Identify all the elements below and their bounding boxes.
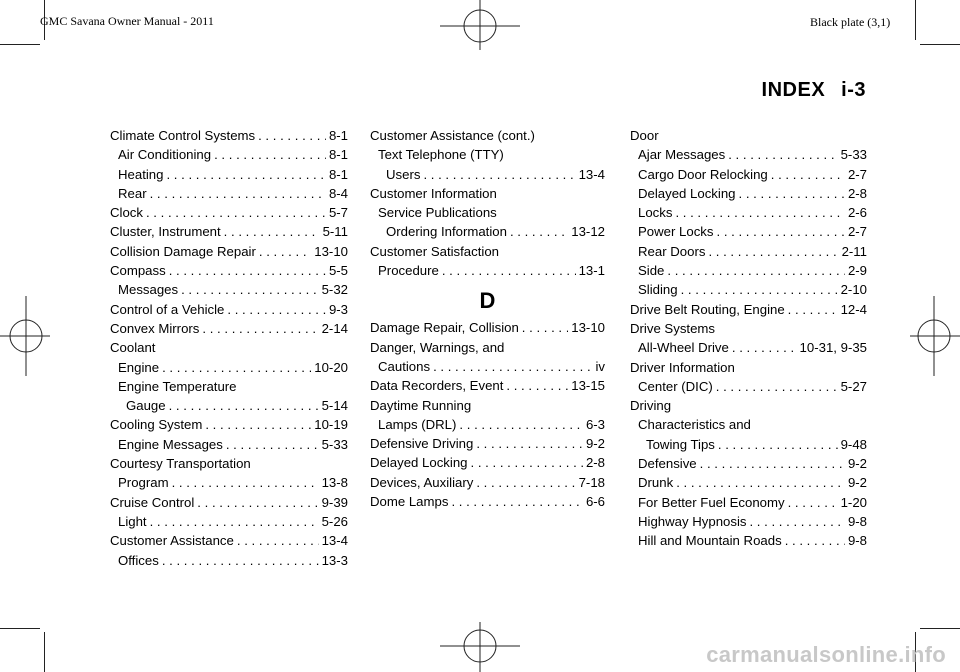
index-entry-label: Sliding [638, 282, 678, 298]
index-entry [110, 165, 348, 184]
index-entry-label: Highway Hypnosis [638, 513, 747, 529]
index-entry [370, 318, 605, 337]
index-entry-label: Users [386, 166, 421, 182]
index-entry-page: 5-11 [322, 224, 348, 240]
index-entry [630, 493, 867, 512]
index-subheading: Danger, Warnings, and [370, 339, 505, 355]
index-entry-label: Offices [118, 552, 159, 568]
dot-leader [166, 165, 325, 184]
index-entry [110, 145, 348, 164]
index-entry [370, 261, 605, 280]
index-entry-page: 2-7 [847, 166, 867, 182]
index-entry-label: Collision Damage Repair [110, 243, 256, 259]
index-entry-label: Towing Tips [646, 436, 715, 452]
index-entry [630, 338, 867, 357]
index-entry-label: Messages [118, 282, 179, 298]
dot-leader [676, 473, 845, 492]
dot-leader [172, 473, 319, 492]
dot-leader [471, 453, 583, 472]
dot-leader [675, 203, 844, 222]
index-entry-page: 2-7 [847, 224, 867, 240]
index-entry-label: Ordering Information [386, 224, 507, 240]
index-entry-label: Side [638, 263, 665, 279]
index-entry-page: 12-4 [840, 301, 867, 317]
plate-header: Black plate (3,1) [810, 15, 891, 29]
registration-mark-top [440, 0, 520, 50]
index-entry-label: Defensive Driving [370, 436, 474, 452]
dot-leader [433, 357, 592, 376]
index-entry-page: 8-1 [328, 128, 348, 143]
dot-leader [202, 319, 318, 338]
index-letter-heading: D [479, 288, 496, 314]
dot-leader [146, 203, 326, 222]
index-entry-label: Cooling System [110, 417, 203, 433]
index-entry-page: 10-19 [314, 417, 348, 433]
dot-leader [442, 261, 576, 280]
index-entry [370, 357, 605, 376]
registration-mark-bottom [440, 622, 520, 672]
index-subheading: Engine Temperature [118, 378, 237, 394]
index-entry-page: 2-6 [847, 205, 867, 221]
index-entry [110, 531, 348, 550]
dot-leader [716, 377, 838, 396]
index-entry-page: 9-8 [847, 533, 867, 549]
page-title-word: INDEX [761, 79, 826, 101]
index-entry [370, 376, 605, 395]
index-entry [630, 165, 867, 184]
index-entry-page: 5-7 [328, 205, 348, 221]
dot-leader [181, 280, 318, 299]
index-entry [630, 184, 867, 203]
dot-leader [169, 396, 319, 415]
index-subheading: Drive Systems [630, 320, 715, 336]
manual-title-header: GMC Savana Owner Manual - 2011 [40, 14, 214, 28]
index-entry [630, 512, 867, 531]
index-entry-page: 13-10 [571, 320, 605, 336]
index-entry-label: Center (DIC) [638, 378, 713, 394]
index-entry-label: Procedure [378, 263, 439, 279]
index-entry [110, 242, 348, 261]
index-subheading: Door [630, 128, 659, 143]
dot-leader [205, 415, 311, 434]
index-entry-page: 2-9 [847, 263, 867, 279]
index-column-1 [110, 126, 348, 570]
index-entry-label: Data Recorders, Event [370, 378, 504, 394]
dot-leader [162, 551, 319, 570]
index-entry-label: Locks [638, 205, 673, 221]
index-entry [370, 492, 605, 511]
index-entry-label: For Better Fuel Economy [638, 494, 785, 510]
index-entry [370, 453, 605, 472]
index-entry-label: Engine [118, 359, 160, 375]
index-entry-label: Delayed Locking [370, 455, 468, 471]
dot-leader [708, 242, 838, 261]
dot-leader [717, 222, 845, 241]
index-entry [110, 300, 348, 319]
index-entry-page: 5-26 [321, 513, 348, 529]
dot-leader [224, 222, 320, 241]
index-entry [370, 222, 605, 241]
dot-leader [162, 358, 311, 377]
dot-leader [739, 184, 845, 203]
index-entry [110, 435, 348, 454]
index-entry [630, 261, 867, 280]
index-entry [110, 493, 348, 512]
index-entry-page: 9-39 [321, 494, 348, 510]
index-entry [630, 473, 867, 492]
index-entry-page: 10-31, 9-35 [799, 340, 867, 356]
index-entry [630, 280, 867, 299]
index-entry-label: Cautions [378, 358, 431, 374]
index-entry-page: 5-33 [840, 147, 867, 163]
dot-leader [237, 531, 319, 550]
index-entry-label: Convex Mirrors [110, 320, 200, 336]
index-entry-page: iv [595, 358, 605, 374]
index-entry-page: 2-10 [840, 282, 867, 298]
index-entry [630, 377, 867, 396]
dot-leader [700, 454, 845, 473]
index-entry [110, 396, 348, 415]
dot-leader [214, 145, 326, 164]
dot-leader [476, 434, 583, 453]
registration-mark-right [910, 296, 960, 376]
dot-leader [451, 492, 583, 511]
dot-leader [749, 512, 844, 531]
index-entry [370, 434, 605, 453]
dot-leader [785, 531, 845, 550]
index-entry-label: Power Locks [638, 224, 714, 240]
index-entry-label: Gauge [126, 398, 166, 414]
index-subheading: Customer Information [370, 185, 497, 201]
index-entry [630, 435, 867, 454]
index-entry-label: Damage Repair, Collision [370, 320, 519, 336]
index-entry-page: 13-12 [571, 224, 605, 240]
dot-leader [150, 184, 326, 203]
index-entry-page: 6-3 [585, 416, 605, 432]
index-entry [110, 512, 348, 531]
dot-leader [732, 338, 797, 357]
index-entry-label: Defensive [638, 456, 697, 472]
index-entry [630, 222, 867, 241]
index-entry-label: Customer Assistance [110, 533, 234, 549]
page-title [762, 79, 866, 102]
index-entry-page: 9-2 [847, 456, 867, 472]
index-entry [370, 165, 605, 184]
index-entry-page: 8-1 [328, 166, 348, 182]
index-entry-page: 9-2 [847, 475, 867, 491]
index-entry [110, 126, 348, 145]
index-entry-page: 5-27 [840, 378, 867, 394]
dot-leader [150, 512, 319, 531]
index-entry-page: 9-2 [585, 436, 605, 452]
index-entry-page: 5-33 [321, 436, 348, 452]
index-entry-page: 13-4 [321, 533, 348, 549]
index-column-3 [630, 126, 867, 551]
index-entry [110, 261, 348, 280]
dot-leader [771, 165, 845, 184]
index-entry-page: 13-3 [321, 552, 348, 568]
index-entry [630, 203, 867, 222]
index-subheading: Daytime Running [370, 397, 472, 413]
index-entry-page: 2-8 [847, 185, 867, 201]
index-entry [630, 454, 867, 473]
index-subheading: Coolant [110, 340, 156, 356]
index-subheading: Characteristics and [638, 417, 751, 433]
index-entry-page: 8-4 [328, 185, 348, 201]
index-subheading: Courtesy Transportation [110, 456, 251, 472]
dot-leader [423, 165, 575, 184]
index-entry-page: 5-14 [321, 398, 348, 414]
dot-leader [522, 318, 568, 337]
index-entry-page: 2-8 [585, 455, 605, 471]
dot-leader [718, 435, 838, 454]
index-entry-page: 13-10 [314, 243, 348, 259]
index-entry [370, 473, 605, 492]
index-entry [110, 280, 348, 299]
index-entry-label: Lamps (DRL) [378, 416, 457, 432]
dot-leader [226, 435, 319, 454]
dot-leader [258, 126, 326, 145]
index-entry-label: Heating [118, 166, 164, 182]
index-entry [630, 531, 867, 550]
dot-leader [510, 222, 568, 241]
index-entry [110, 473, 348, 492]
index-entry-label: Cruise Control [110, 494, 195, 510]
index-entry-label: Ajar Messages [638, 147, 726, 163]
index-entry-label: Drive Belt Routing, Engine [630, 301, 785, 317]
dot-leader [459, 415, 583, 434]
index-entry-label: Rear Doors [638, 243, 706, 259]
index-entry-page: 8-1 [328, 147, 348, 163]
index-subheading: Customer Satisfaction [370, 243, 499, 259]
index-entry-page: 2-11 [841, 243, 867, 259]
index-entry-label: Light [118, 513, 147, 529]
index-entry-page: 2-14 [321, 320, 348, 336]
index-entry [370, 415, 605, 434]
index-column-2 [370, 126, 605, 511]
index-entry-label: Cluster, Instrument [110, 224, 221, 240]
dot-leader [788, 300, 838, 319]
dot-leader [197, 493, 318, 512]
dot-leader [681, 280, 838, 299]
dot-leader [506, 376, 568, 395]
dot-leader [788, 493, 838, 512]
index-entry-page: 1-20 [840, 494, 867, 510]
index-entry-label: Cargo Door Relocking [638, 166, 768, 182]
index-entry-page: 13-1 [578, 263, 605, 279]
dot-leader [169, 261, 326, 280]
index-entry-page: 5-5 [328, 263, 348, 279]
index-entry-label: Dome Lamps [370, 494, 449, 510]
index-entry-label: Engine Messages [118, 436, 223, 452]
index-entry-page: 9-3 [328, 301, 348, 317]
index-entry [110, 415, 348, 434]
dot-leader [728, 145, 837, 164]
index-subheading: Driver Information [630, 359, 735, 375]
watermark: carmanualsonline.info [706, 642, 946, 667]
index-entry-label: Program [118, 475, 169, 491]
index-entry-label: Hill and Mountain Roads [638, 533, 782, 549]
index-entry [110, 203, 348, 222]
index-entry-page: 10-20 [314, 359, 348, 375]
index-entry [630, 145, 867, 164]
index-entry-page: 7-18 [578, 474, 605, 490]
index-entry-label: Compass [110, 263, 166, 279]
registration-mark-left [0, 296, 50, 376]
index-entry-page: 5-32 [321, 282, 348, 298]
index-entry-label: Clock [110, 205, 143, 221]
index-entry [630, 300, 867, 319]
index-entry-page: 9-8 [847, 513, 867, 529]
index-entry-label: All-Wheel Drive [638, 340, 729, 356]
dot-leader [667, 261, 845, 280]
index-entry [110, 319, 348, 338]
index-subheading: Text Telephone (TTY) [378, 147, 504, 163]
index-entry-label: Climate Control Systems [110, 128, 256, 143]
index-entry [110, 184, 348, 203]
index-subheading: Service Publications [378, 205, 497, 221]
index-entry [110, 358, 348, 377]
index-entry-page: 6-6 [585, 494, 605, 510]
index-subheading: Customer Assistance (cont.) [370, 128, 535, 143]
index-entry-label: Air Conditioning [118, 147, 212, 163]
page-number: i-3 [841, 79, 866, 101]
index-entry [110, 222, 348, 241]
index-entry-label: Devices, Auxiliary [370, 474, 474, 490]
dot-leader [259, 242, 311, 261]
index-entry [110, 551, 348, 570]
index-entry-page: 9-48 [840, 436, 867, 452]
index-entry-label: Drunk [638, 475, 674, 491]
index-subheading: Driving [630, 398, 672, 414]
index-entry-label: Rear [118, 185, 147, 201]
index-entry-page: 13-15 [571, 378, 605, 394]
index-entry-label: Control of a Vehicle [110, 301, 225, 317]
index-entry-page: 13-4 [578, 166, 605, 182]
dot-leader [476, 473, 575, 492]
index-entry [630, 242, 867, 261]
dot-leader [227, 300, 326, 319]
index-entry-label: Delayed Locking [638, 185, 736, 201]
index-entry-page: 13-8 [321, 475, 348, 491]
